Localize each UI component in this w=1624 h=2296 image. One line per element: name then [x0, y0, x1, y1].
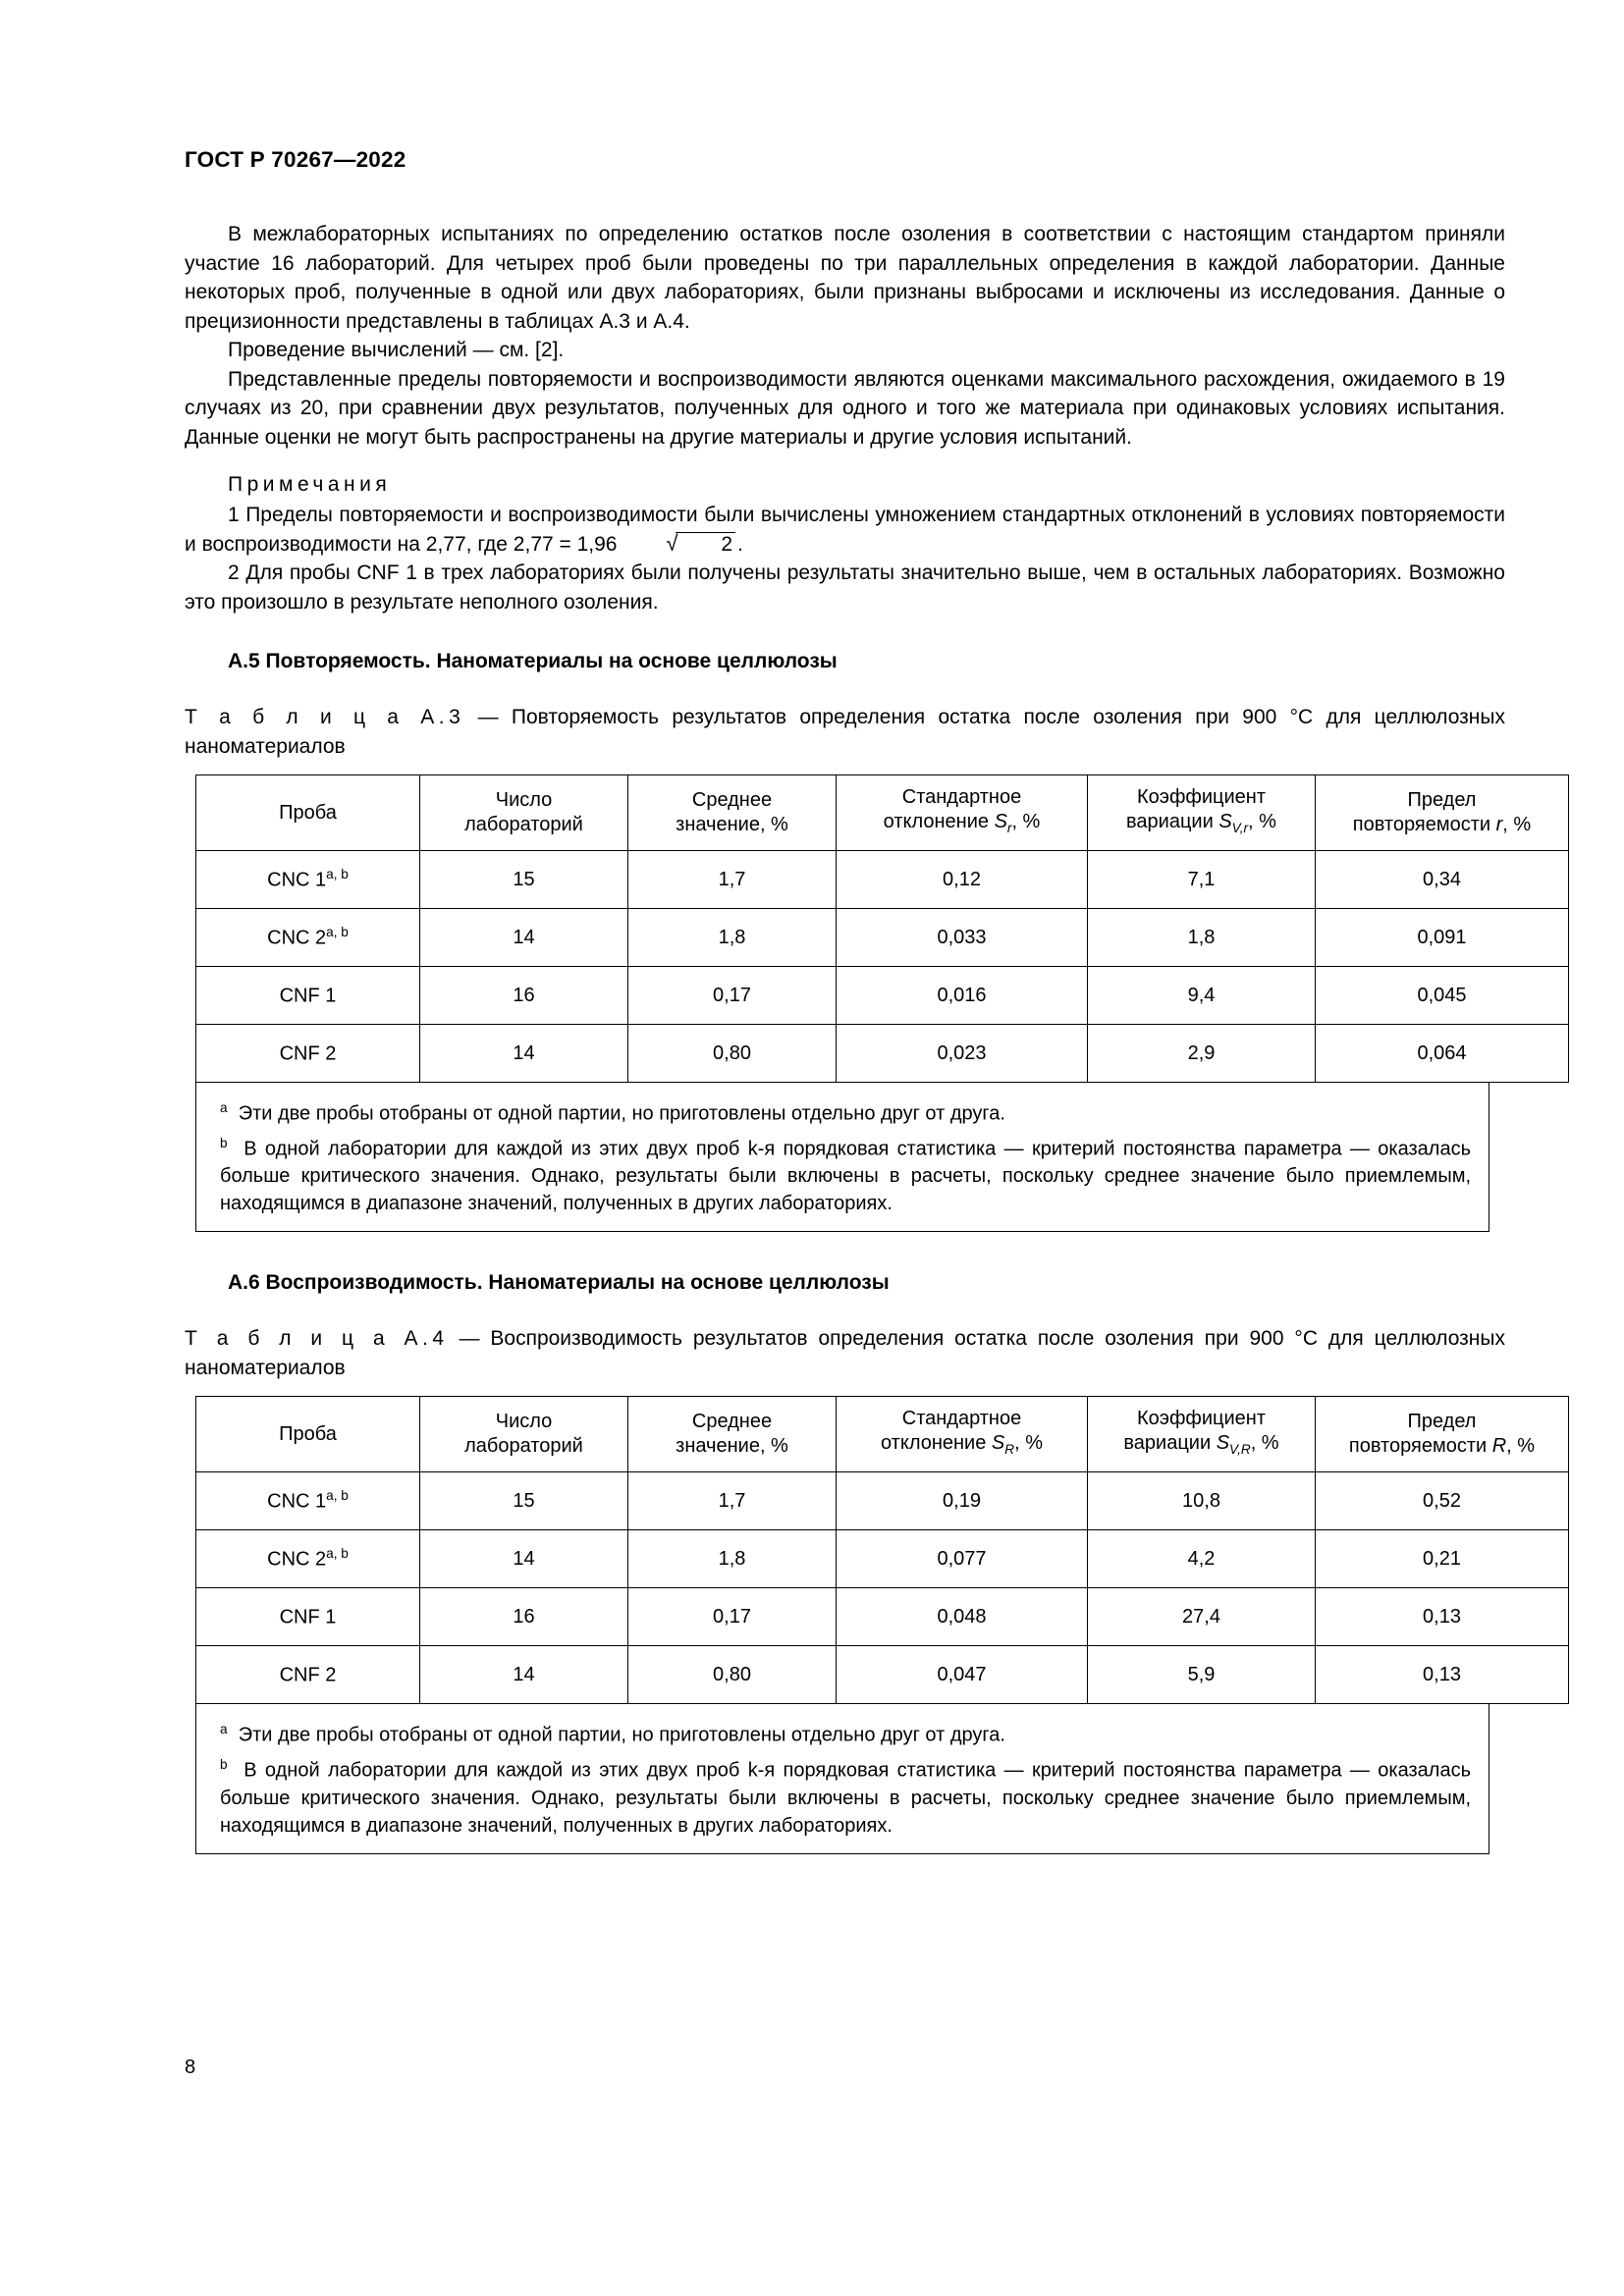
cell-mean: 0,17: [628, 1588, 837, 1646]
page-number: 8: [185, 2056, 196, 2078]
cell-sample: [196, 1646, 420, 1704]
cell-labs: 14: [420, 909, 628, 967]
table-row: [196, 967, 1569, 1025]
sample-label: CNC 2: [267, 927, 327, 949]
section-heading-a6: А.6 Воспроизводимость. Наноматериалы на основе целлюлозы: [228, 1271, 890, 1295]
table-a4-header-labs: Число лабораторий: [420, 1397, 628, 1472]
footnote-a-text: Эти две пробы отобраны от одной партии, но приготовлены отдельно друг от друга.: [238, 1102, 1005, 1125]
notes-heading: Примечания: [228, 473, 392, 496]
cell-cv: 7,1: [1088, 851, 1316, 909]
cell-cv: 1,8: [1088, 909, 1316, 967]
page-content: [185, 147, 1536, 1854]
table-row: [196, 1588, 1569, 1646]
cell-sample: [196, 909, 420, 967]
table-a4-footnotes: [195, 1704, 1489, 1853]
cell-cv: 10,8: [1088, 1472, 1316, 1530]
table-a4-header-row: [196, 1397, 1569, 1472]
footnote-b-text: В одной лаборатории для каждой из этих двух проб k-я порядковая статистика — критерий постоянства параметра — оказалась больше критического значения. Однако, результаты были включены в расчеты, поскольку среднее значение было приемлемым, находящимся в диапазоне значений, полученных в других лабораториях.: [220, 1759, 1471, 1837]
cell-cv: 27,4: [1088, 1588, 1316, 1646]
cell-limit: 0,21: [1316, 1530, 1569, 1588]
sample-footnote-mark: a, b: [326, 867, 349, 882]
table-row: [196, 1530, 1569, 1588]
footnote-mark-b: b: [220, 1135, 228, 1150]
table-a3-header-limit: Предел повторяемости r, %: [1316, 775, 1569, 851]
table-a4-caption-text: — Воспроизводимость результатов определения остатка после озоления при 900 °С для целлюлозных наноматериалов: [185, 1327, 1505, 1379]
cell-sd: 0,016: [837, 967, 1088, 1025]
table-a4-body: [196, 1472, 1569, 1704]
table-a4-caption-label: Т а б л и ц а А.4: [185, 1327, 449, 1351]
cell-sample: [196, 851, 420, 909]
sample-footnote-mark: a, b: [326, 925, 349, 940]
sample-footnote-mark: a, b: [326, 1546, 349, 1562]
cell-mean: 1,8: [628, 909, 837, 967]
cell-sample: [196, 967, 420, 1025]
cell-mean: 1,7: [628, 1472, 837, 1530]
sqrt-symbol: [623, 530, 737, 560]
cell-sd: 0,12: [837, 851, 1088, 909]
cell-labs: 16: [420, 967, 628, 1025]
paragraph-intro: В межлабораторных испытаниях по определению остатков после озоления в соответствии с настоящим стандартом приняли участие 16 лабораторий. Для четырех проб были проведены по три параллельных определения в каждой лаборатории. Данные некоторых проб, полученные в одной или двух лабораториях, были признаны выбросами и исключены из исследования. Данные о прецизионности представлены в таблицах А.3 и А.4.: [185, 223, 1505, 333]
sample-label: CNF 1: [279, 1607, 337, 1629]
note-2: 2 Для пробы CNF 1 в трех лабораториях были получены результаты значительно выше, чем в остальных лабораториях. Возможно это произошло в результате неполного озоления.: [185, 561, 1505, 614]
document-header: ГОСТ Р 70267—2022: [185, 147, 406, 172]
cell-sample: [196, 1025, 420, 1083]
footnote-mark-a: a: [220, 1722, 228, 1737]
cell-sd: 0,077: [837, 1530, 1088, 1588]
table-a4-footnote-b: [220, 1751, 1471, 1840]
table-a3-header-sample: Проба: [196, 775, 420, 851]
table-a3-caption-label: Т а б л и ц а А.3: [185, 706, 465, 728]
table-a3-header-cv: Коэффициент вариации $S_{V,r}$, %: [1088, 775, 1316, 851]
table-row: [196, 851, 1569, 909]
cell-sd: 0,048: [837, 1588, 1088, 1646]
cell-sd: 0,047: [837, 1646, 1088, 1704]
footnote-mark-b: b: [220, 1756, 228, 1772]
cell-labs: 14: [420, 1530, 628, 1588]
table-row: [196, 1472, 1569, 1530]
cell-cv: 9,4: [1088, 967, 1316, 1025]
cell-sample: [196, 1588, 420, 1646]
table-a3-header-mean: Среднее значение, %: [628, 775, 837, 851]
table-a4-header-sample: Проба: [196, 1397, 420, 1472]
cell-sd: 0,033: [837, 909, 1088, 967]
table-a4-header-limit: Предел повторяемости R, %: [1316, 1397, 1569, 1472]
cell-cv: 5,9: [1088, 1646, 1316, 1704]
table-a3-header-sd: Стандартное отклонение $S_r$, %: [837, 775, 1088, 851]
table-a3-footnote-a: [220, 1095, 1471, 1128]
table-a3: [195, 774, 1569, 1083]
table-row: [196, 909, 1569, 967]
table-a4-header-sd: Стандартное отклонение $S_R$, %: [837, 1397, 1088, 1472]
cell-limit: 0,064: [1316, 1025, 1569, 1083]
table-row: [196, 1646, 1569, 1704]
note-1-text: 1 Пределы повторяемости и воспроизводимости были вычислены умножением стандартных отклонений в условиях повторяемости и воспроизводимости на 2,77, где 2,77 = 1,96: [185, 504, 1505, 556]
cell-sample: [196, 1530, 420, 1588]
table-a3-footnotes: [195, 1083, 1489, 1232]
table-a3-header-row: [196, 775, 1569, 851]
cell-labs: 15: [420, 851, 628, 909]
table-a3-footnote-b: [220, 1130, 1471, 1218]
cell-mean: 0,80: [628, 1025, 837, 1083]
cell-labs: 15: [420, 1472, 628, 1530]
note-1-end: .: [737, 532, 743, 556]
table-a3-body: [196, 851, 1569, 1083]
cell-labs: 14: [420, 1025, 628, 1083]
cell-limit: 0,091: [1316, 909, 1569, 967]
table-a4-footnote-a: [220, 1716, 1471, 1749]
cell-labs: 14: [420, 1646, 628, 1704]
footnote-a-text: Эти две пробы отобраны от одной партии, но приготовлены отдельно друг от друга.: [238, 1724, 1005, 1746]
sample-label: CNC 1: [267, 869, 327, 891]
note-1: [185, 501, 1505, 559]
cell-sd: 0,19: [837, 1472, 1088, 1530]
cell-limit: 0,13: [1316, 1646, 1569, 1704]
cell-labs: 16: [420, 1588, 628, 1646]
cell-mean: 0,80: [628, 1646, 837, 1704]
table-a3-caption: [185, 703, 1505, 761]
sample-footnote-mark: a, b: [326, 1488, 349, 1504]
sqrt-radicand: 2: [676, 532, 735, 556]
table-a4-header-cv: Коэффициент вариации $S_{V,R}$, %: [1088, 1397, 1316, 1472]
sample-label: CNF 2: [279, 1665, 337, 1687]
sample-label: CNF 2: [279, 1042, 337, 1065]
cell-limit: 0,52: [1316, 1472, 1569, 1530]
cell-mean: 0,17: [628, 967, 837, 1025]
table-a4: [195, 1396, 1569, 1704]
footnote-mark-a: a: [220, 1100, 228, 1115]
cell-sd: 0,023: [837, 1025, 1088, 1083]
cell-cv: 2,9: [1088, 1025, 1316, 1083]
sample-label: CNC 2: [267, 1549, 327, 1572]
section-heading-a5: А.5 Повторяемость. Наноматериалы на основе целлюлозы: [228, 650, 838, 672]
paragraph-calculations: Проведение вычислений — см. [2].: [228, 339, 565, 361]
cell-limit: 0,045: [1316, 967, 1569, 1025]
sample-label: CNC 1: [267, 1491, 327, 1514]
table-a4-header-mean: Среднее значение, %: [628, 1397, 837, 1472]
cell-cv: 4,2: [1088, 1530, 1316, 1588]
cell-limit: 0,13: [1316, 1588, 1569, 1646]
table-a3-caption-text: — Повторяемость результатов определения остатка после озоления при 900 °С для целлюлозных наноматериалов: [185, 706, 1505, 758]
table-a3-header-labs: Число лабораторий: [420, 775, 628, 851]
footnote-b-text: В одной лаборатории для каждой из этих двух проб k-я порядковая статистика — критерий постоянства параметра — оказалась больше критического значения. Однако, результаты были включены в расчеты, поскольку среднее значение было приемлемым, находящимся в диапазоне значений, полученных в других лабораториях.: [220, 1138, 1471, 1215]
sample-label: CNF 1: [279, 985, 337, 1007]
cell-limit: 0,34: [1316, 851, 1569, 909]
cell-sample: [196, 1472, 420, 1530]
paragraph-limits: Представленные пределы повторяемости и воспроизводимости являются оценками максимального расхождения, ожидаемого в 19 случаях из 20, при сравнении двух результатов, полученных для одного и того же материала при одинаковых условиях испытания. Данные оценки не могут быть распространены на другие материалы и другие условия испытаний.: [185, 367, 1505, 449]
cell-mean: 1,8: [628, 1530, 837, 1588]
table-a4-caption: [185, 1324, 1505, 1382]
table-row: [196, 1025, 1569, 1083]
cell-mean: 1,7: [628, 851, 837, 909]
